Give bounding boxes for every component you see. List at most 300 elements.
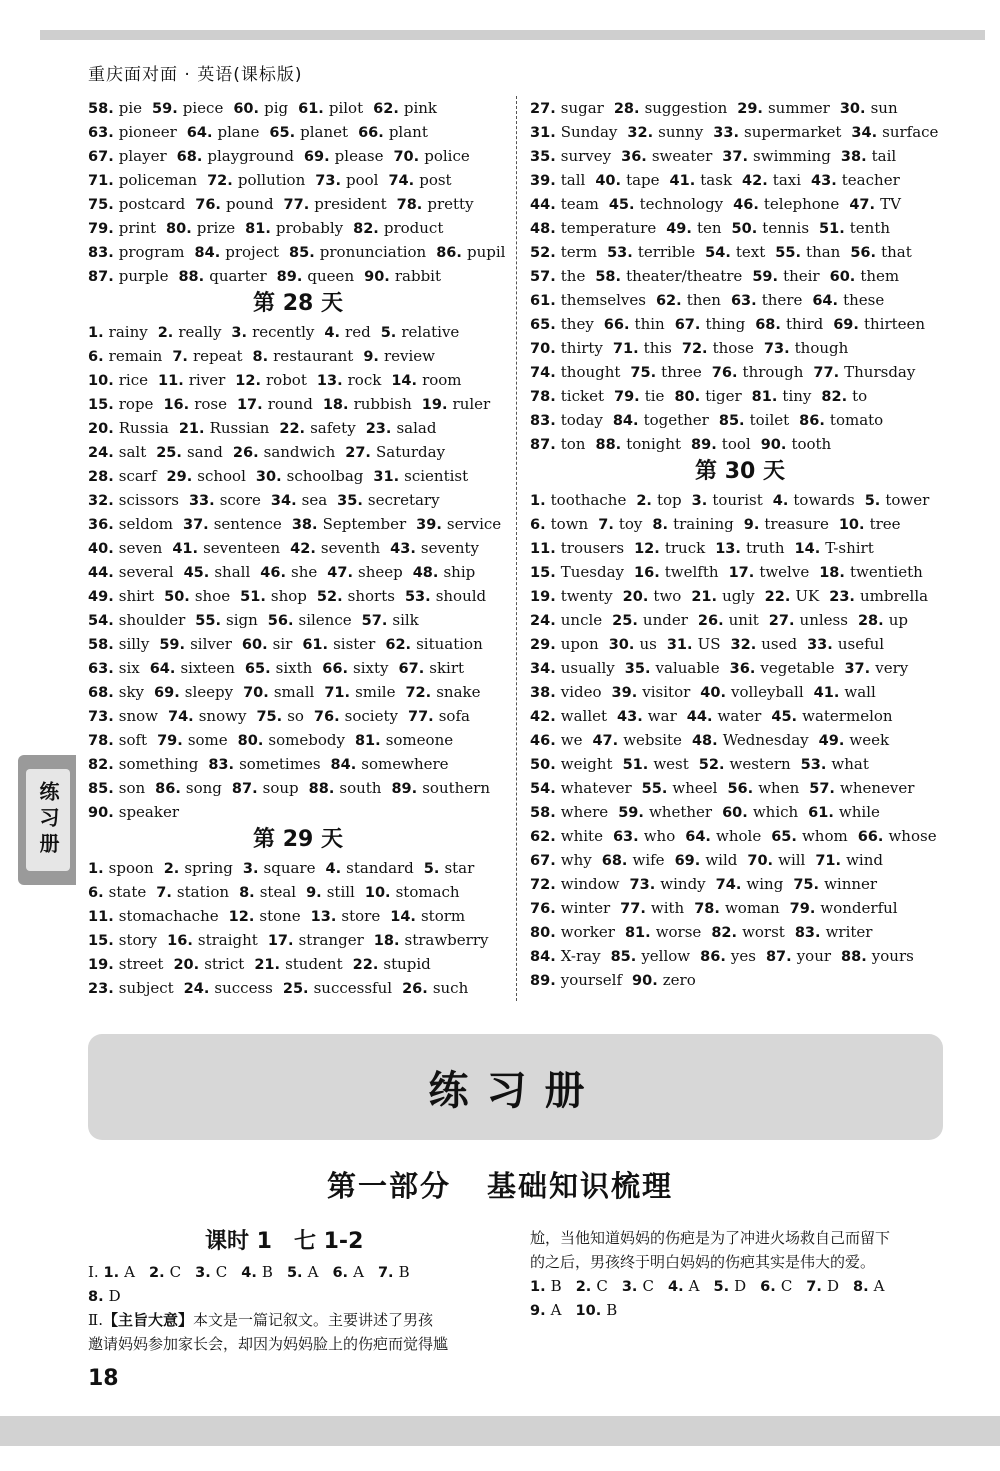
entry-number: 48 . [692,733,723,749]
word-entry [634,560,719,585]
entry-number: 57 . [362,613,393,629]
entry-word: US [697,635,721,653]
entry-word: silk [392,611,419,629]
word-entry [839,512,901,537]
entry-number: 40 . [700,685,731,701]
entry-number: 55 . [775,245,806,261]
word-entry [764,336,848,361]
entry-word: southern [422,779,491,797]
entry-number: 23 . [829,589,860,605]
entry-number: 1 . [88,861,109,877]
answer-item [530,1298,562,1323]
entry-word: D [734,1277,747,1295]
entry-word: spoon [108,859,154,877]
word-entry [813,360,915,385]
entry-word: spring [184,859,233,877]
entry-word: truck [664,539,706,557]
entry-number: 24 . [530,613,561,629]
word-entry [613,824,675,849]
entry-number: 25 . [156,445,187,461]
entry-number: 80 . [238,733,269,749]
entry-number: 81 . [625,925,656,941]
entry-number: 63 . [88,125,119,141]
word-entry [373,464,468,489]
word-entry [773,488,855,513]
entry-word: society [344,707,398,725]
word-entry [530,752,613,777]
entry-number: 68 . [177,149,208,165]
entry-number: 53 . [801,757,832,773]
word-entry [158,368,225,393]
entry-number: 70 . [393,149,424,165]
word-entry [530,584,613,609]
entry-word: pollution [237,171,306,189]
word-entry [159,632,232,657]
entry-number: 53 . [405,589,436,605]
word-entry [331,752,449,777]
entry-word: wing [746,875,784,893]
entry-word: smile [355,683,396,701]
entry-number: 50 . [164,589,195,605]
entry-word: worse [655,923,702,941]
word-entry [667,632,721,657]
entry-word: silence [298,611,352,629]
entry-word: ten [696,219,722,237]
entry-number: 34 . [851,125,882,141]
entry-number: 19 . [422,397,453,413]
word-entry [271,488,327,513]
entry-number: 71 . [88,173,119,189]
entry-word: ugly [722,587,755,605]
word-entry [755,312,823,337]
word-entry [614,96,727,121]
answer-item [622,1274,654,1299]
entry-word: planet [300,123,349,141]
word-entry [358,120,428,145]
entry-word: safety [310,419,356,437]
entry-number: 78 . [694,901,725,917]
word-entry [242,632,292,657]
word-entry [666,216,721,241]
entry-number: 82 . [88,757,119,773]
word-line [88,536,508,560]
word-entry [362,608,419,633]
entry-number: 46 . [733,197,764,213]
entry-word: thing [705,315,746,333]
word-line [530,120,950,144]
section2-text-1: 本文是一篇记叙文。主要讲述了男孩 [192,1311,433,1329]
entry-number: 57 . [809,781,840,797]
word-entry [88,368,148,393]
word-line [530,632,950,656]
answer-item [713,1274,746,1299]
entry-number: 26 . [698,613,729,629]
entry-word: worst [742,923,785,941]
word-line [88,880,508,904]
entry-number: 69 . [833,317,864,333]
entry-word: thin [634,315,665,333]
entry-number: 15 . [530,565,561,581]
entry-number: 6 . [760,1279,781,1295]
word-entry [88,240,185,265]
entry-word: playground [207,147,294,165]
entry-word: success [214,979,273,997]
entry-number: 50 . [530,757,561,773]
entry-word: Saturday [375,443,446,461]
word-entry [630,872,706,897]
entry-word: their [783,267,820,285]
entry-word: schoolbag [286,467,364,485]
word-entry [795,536,874,561]
entry-number: 50 . [732,221,763,237]
entry-word: truth [745,539,785,557]
entry-number: 5 . [865,493,886,509]
entry-word: taxi [772,171,802,189]
entry-word: T-shirt [825,539,874,557]
word-entry [719,408,789,433]
entry-word: school [197,467,246,485]
entry-number: 4 . [668,1279,689,1295]
entry-word: Russian [209,419,270,437]
word-line [530,776,950,800]
entry-word: straight [197,931,258,949]
entry-word: which [752,803,799,821]
entry-number: 41 . [172,541,203,557]
entry-word: what [831,755,869,773]
entry-word: yourself [560,971,623,989]
entry-word: yellow [641,947,691,965]
entry-word: today [560,411,603,429]
word-entry [730,656,835,681]
word-entry [795,920,873,945]
entry-word: policeman [118,171,198,189]
entry-number: 76 . [195,197,226,213]
entry-word: worker [560,923,615,941]
entry-word: strict [204,955,245,973]
entry-word: still [326,883,355,901]
entry-number: 39 . [416,517,447,533]
entry-word: pool [346,171,379,189]
word-entry [530,192,599,217]
word-entry [849,192,901,217]
entry-number: 86 . [436,245,467,261]
word-entry [623,752,689,777]
word-entry [88,728,147,753]
entry-word: star [444,859,475,877]
word-entry [309,776,382,801]
entry-word: rabbit [394,267,442,285]
entry-number: 58 . [88,637,119,653]
entry-number: 37 . [844,661,875,677]
entry-number: 49 . [88,589,119,605]
entry-word: wild [705,851,738,869]
entry-number: 21 . [254,957,285,973]
entry-number: 31 . [667,637,698,653]
entry-word: telephone [763,195,840,213]
entry-word: somebody [268,731,345,749]
entry-word: pretty [427,195,474,213]
entry-word: pink [403,99,438,117]
entry-number: 8 . [652,517,673,533]
entry-word: skirt [429,659,465,677]
entry-word: these [843,291,885,309]
word-entry [625,920,701,945]
entry-number: 79 . [790,901,821,917]
word-entry [88,632,149,657]
entry-word: X-ray [560,947,601,965]
word-entry [790,896,898,921]
entry-word: third [785,315,824,333]
entry-word: restaurant [273,347,354,365]
word-entry [771,824,848,849]
entry-word: A [353,1263,364,1281]
entry-number: 47 . [849,197,880,213]
entry-number: 32 . [627,125,658,141]
word-line [88,608,508,632]
entry-word: sofa [438,707,470,725]
entry-number: 36 . [621,149,652,165]
word-entry [184,976,273,1001]
word-line [530,192,950,216]
word-entry [260,560,317,585]
entry-number: 7 . [156,885,177,901]
entry-number: 86 . [155,781,186,797]
entry-word: seventy [420,539,479,557]
entry-number: 62 . [530,829,561,845]
entry-number: 47 . [327,565,358,581]
word-entry [243,856,316,881]
word-entry [530,360,620,385]
word-entry [530,312,594,337]
entry-number: 80 . [166,221,197,237]
entry-word: sea [301,491,328,509]
entry-word: song [185,779,222,797]
entry-word: probably [275,219,344,237]
entry-number: 64 . [685,829,716,845]
word-entry [613,336,672,361]
entry-number: 29 . [530,637,561,653]
entry-number: 24 . [184,981,215,997]
entry-word: sign [226,611,258,629]
word-line [530,432,950,456]
entry-word: queen [307,267,355,285]
entry-word: shorts [347,587,395,605]
entry-word: when [758,779,800,797]
entry-word: such [432,979,469,997]
entry-word: B [550,1277,562,1295]
word-entry [422,392,490,417]
entry-word: Tuesday [560,563,625,581]
word-line [88,440,508,464]
entry-word: should [435,587,487,605]
entry-number: 30 . [609,637,640,653]
word-entry [408,704,470,729]
word-entry [617,704,677,729]
entry-word: twelve [759,563,810,581]
entry-word: some [187,731,228,749]
entry-number: 73 . [315,173,346,189]
word-entry [632,968,696,993]
answer-item: 8 . D [88,1284,121,1309]
entry-word: room [422,371,462,389]
word-line [88,416,508,440]
entry-number: 17 . [268,933,299,949]
entry-word: surface [882,123,939,141]
entry-number: 71 . [324,685,355,701]
word-entry [865,488,930,513]
word-entry [620,896,684,921]
entry-word: then [686,291,721,309]
word-entry [189,488,261,513]
entry-number: 82 . [711,925,742,941]
word-entry [195,240,280,265]
column-divider [516,96,517,1001]
entry-number: 65 . [269,125,300,141]
entry-number: 7 . [172,349,193,365]
entry-number: 90 . [88,805,119,821]
entry-number: 39 . [612,685,643,701]
answer-item [760,1274,792,1299]
word-entry [674,384,741,409]
word-line [530,240,950,264]
word-line [88,344,508,368]
entry-number: 33 . [807,637,838,653]
word-entry [243,680,314,705]
entry-word: town [550,515,589,533]
word-line [530,96,950,120]
entry-number: 36 . [88,517,119,533]
entry-word: rainy [108,323,148,341]
word-entry [167,928,258,953]
word-line [530,824,950,848]
entry-word: situation [416,635,483,653]
entry-number: 52 . [530,245,561,261]
word-entry [618,800,712,825]
entry-word: whether [648,803,713,821]
entry-word: tenth [849,219,891,237]
entry-word: while [838,803,880,821]
entry-word: sixth [275,659,313,677]
word-entry [636,488,681,513]
part-name: 基础知识梳理 [487,1169,674,1203]
word-entry [733,192,839,217]
entry-word: UK [795,587,820,605]
entry-number: 10 . [365,885,396,901]
word-entry [402,976,468,1001]
word-entry [345,440,445,465]
entry-number: 38 . [292,517,323,533]
entry-number: 59 . [618,805,649,821]
entry-word: this [643,339,672,357]
entry-number: 14 . [391,373,422,389]
word-line [530,288,950,312]
entry-number: 54 . [88,613,119,629]
entry-number: 27 . [530,101,561,117]
entry-word: than [806,243,841,261]
entry-word: why [560,851,592,869]
word-entry [314,704,398,729]
entry-word: seldom [118,515,173,533]
entry-word: print [118,219,157,237]
word-entry [88,512,173,537]
entry-number: 4 . [324,325,345,341]
entry-word: wind [846,851,883,869]
entry-word: themselves [560,291,646,309]
entry-number: 70 . [243,685,274,701]
entry-word: with [650,899,685,917]
word-entry [530,536,624,561]
word-line [88,168,508,192]
entry-number: 6 . [88,349,109,365]
entry-number: 89 . [391,781,422,797]
word-entry [621,144,712,169]
entry-number: 74 . [530,365,561,381]
word-entry [727,776,799,801]
entry-number: 16 . [634,565,665,581]
entry-number: 1 . [530,1279,551,1295]
entry-number: 23 . [366,421,397,437]
entry-word: tower [885,491,930,509]
entry-word: she [291,563,318,581]
entry-number: 22 . [279,421,310,437]
word-entry [390,536,479,561]
entry-word: theater/theatre [626,267,743,285]
entry-number: 85 . [719,413,750,429]
right-column [530,96,950,992]
word-entry [841,944,914,969]
word-entry [88,488,179,513]
entry-number: 19 . [530,589,561,605]
entry-number: 8 . [853,1279,874,1295]
word-entry [609,192,723,217]
entry-word: secretary [367,491,440,509]
entry-word: repeat [192,347,243,365]
entry-word: B [261,1263,273,1281]
entry-word: towards [793,491,855,509]
word-entry [530,920,615,945]
entry-word: top [656,491,682,509]
entry-number: 77 . [284,197,315,213]
entry-number: 4 . [241,1265,262,1281]
word-entry [530,608,602,633]
entry-number: 23 . [88,981,119,997]
entry-word: task [700,171,733,189]
entry-number: 65 . [245,661,276,677]
entry-word: remain [108,347,163,365]
word-line [88,120,508,144]
word-entry [731,632,798,657]
entry-word: C [215,1263,228,1281]
answer-item [103,1260,135,1285]
entry-number: 42 . [742,173,773,189]
entry-number: 55 . [642,781,673,797]
entry-number: 4 . [325,861,346,877]
entry-word: technology [639,195,724,213]
answer-item [530,1274,562,1299]
entry-word: uncle [560,611,603,629]
entry-word: sentence [213,515,282,533]
word-entry [766,944,831,969]
entry-word: term [560,243,598,261]
word-entry [607,240,695,265]
word-entry [322,656,388,681]
word-entry [530,264,585,289]
entry-number: 7 . [806,1279,827,1295]
word-entry [416,512,501,537]
entry-number: 41 . [670,173,701,189]
entry-number: 75 . [793,877,824,893]
word-entry [716,872,784,897]
